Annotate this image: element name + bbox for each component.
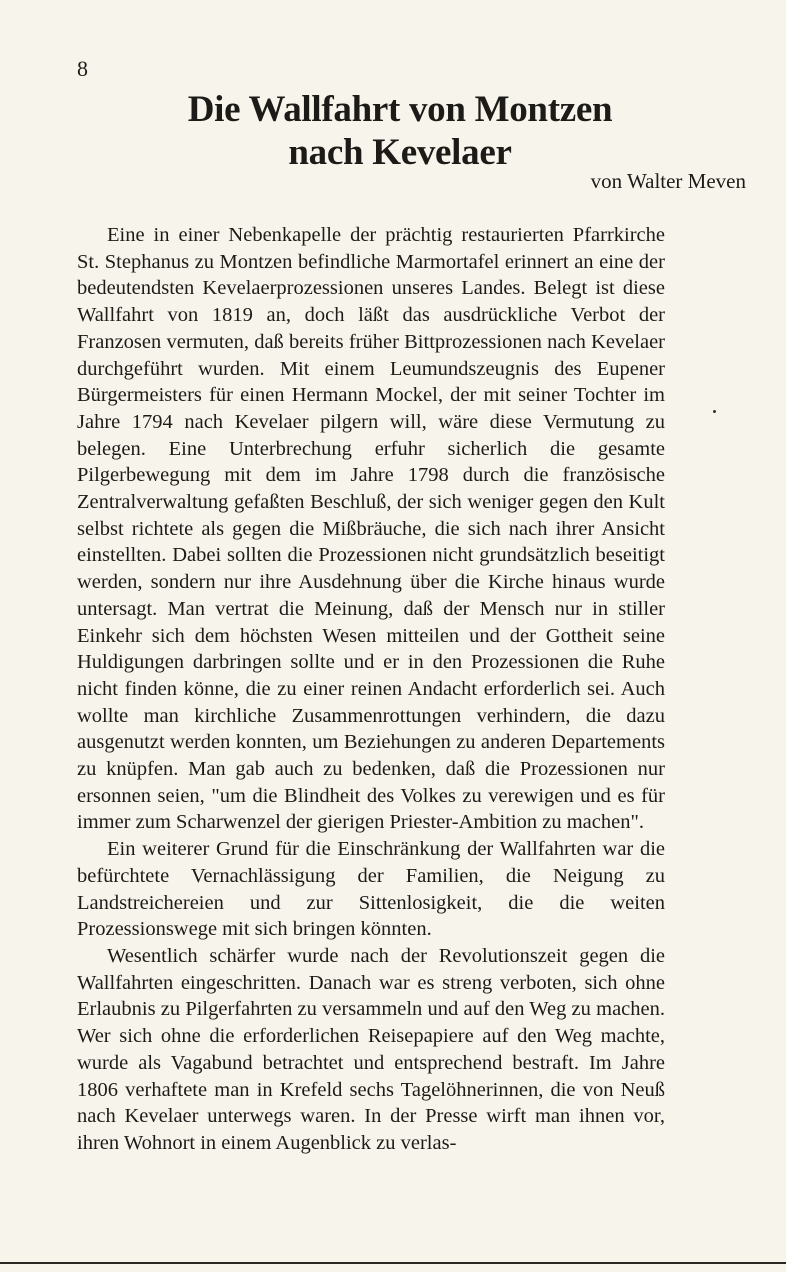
title-line-2: nach Kevelaer	[288, 132, 512, 173]
article-body	[77, 222, 665, 1157]
paragraph: Wesentlich schärfer wurde nach der Revolutionszeit gegen die Wallfahrten eingeschritten. Danach war es streng verboten, sich ohne Erlaubnis zu Pilgerfahrten zu versammeln und auf den Weg zu machen. Wer sich ohne die erforderlichen Reisepapiere auf den Weg machte, wurde als Vagabund betrachtet und entsprechend bestraft. Im Jahre 1806 verhaftete man in Krefeld sechs Tagelöhnerinnen, die von Neuß nach Kevelaer unterwegs waren. In der Presse wirft man ihnen vor, ihren Wohnort in einem Augenblick zu verlas-	[77, 944, 665, 1154]
page-bottom-edge	[0, 1262, 786, 1264]
article-title	[60, 88, 740, 174]
author-byline: von Walter Meven	[590, 169, 746, 193]
paragraph: Ein weiterer Grund für die Einschränkung der Wallfahrten war die befürchtete Vernachlässigung der Familien, die Neigung zu Landstreichereien und zur Sittenlosigkeit, die die weiten Prozessionswege mit sich bringen könnten.	[77, 838, 665, 941]
page-number: 8	[77, 56, 88, 81]
title-line-1: Die Wallfahrt von Montzen	[187, 89, 613, 130]
ink-speck	[713, 410, 716, 413]
paragraph: Eine in einer Nebenkapelle der prächtig restaurierten Pfarrkirche St. Stephanus zu Montzen befindliche Marmortafel erinnert an eine der bedeutendsten Kevelaerprozessionen unseres Landes. Belegt ist diese Wallfahrt von 1819 an, doch läßt das ausdrückliche Verbot der Franzosen vermuten, daß bereits früher Bittprozessionen nach Kevelaer durchgeführt wurden. Mit einem Leumundszeugnis des Eupener Bürgermeisters für einen Hermann Mockel, der mit seiner Tochter im Jahre 1794 nach Kevelaer pilgern will, wäre diese Vermutung zu belegen. Eine Unterbrechung erfuhr sicherlich die gesamte Pilgerbewegung mit dem im Jahre 1798 durch die französische Zentralverwaltung gefaßten Beschluß, der sich weniger gegen den Kult selbst richtete als gegen die Mißbräuche, die sich nach ihrer Ansicht einstellten. Dabei sollten die Prozessionen nicht grundsätzlich beseitigt werden, sondern nur ihre Ausdehnung über die Kirche hinaus wurde untersagt. Man vertrat die Meinung, daß der Mensch nur in stiller Einkehr sich dem höchsten Wesen mitteilen und der Gottheit seine Huldigungen darbringen sollte und er in den Prozessionen die Ruhe nicht finden könne, die zu einer reinen Andacht erforderlich sei. Auch wollte man kirchliche Zusammenrottungen verhindern, die dazu ausgenutzt werden konnten, um Beziehungen zu anderen Departements zu knüpfen. Man gab auch zu bedenken, daß die Prozessionen nur ersonnen seien, "um die Blindheit des Volkes zu verewigen und es für immer zum Scharwenzel der gierigen Priester-Ambition zu machen".	[77, 224, 665, 834]
